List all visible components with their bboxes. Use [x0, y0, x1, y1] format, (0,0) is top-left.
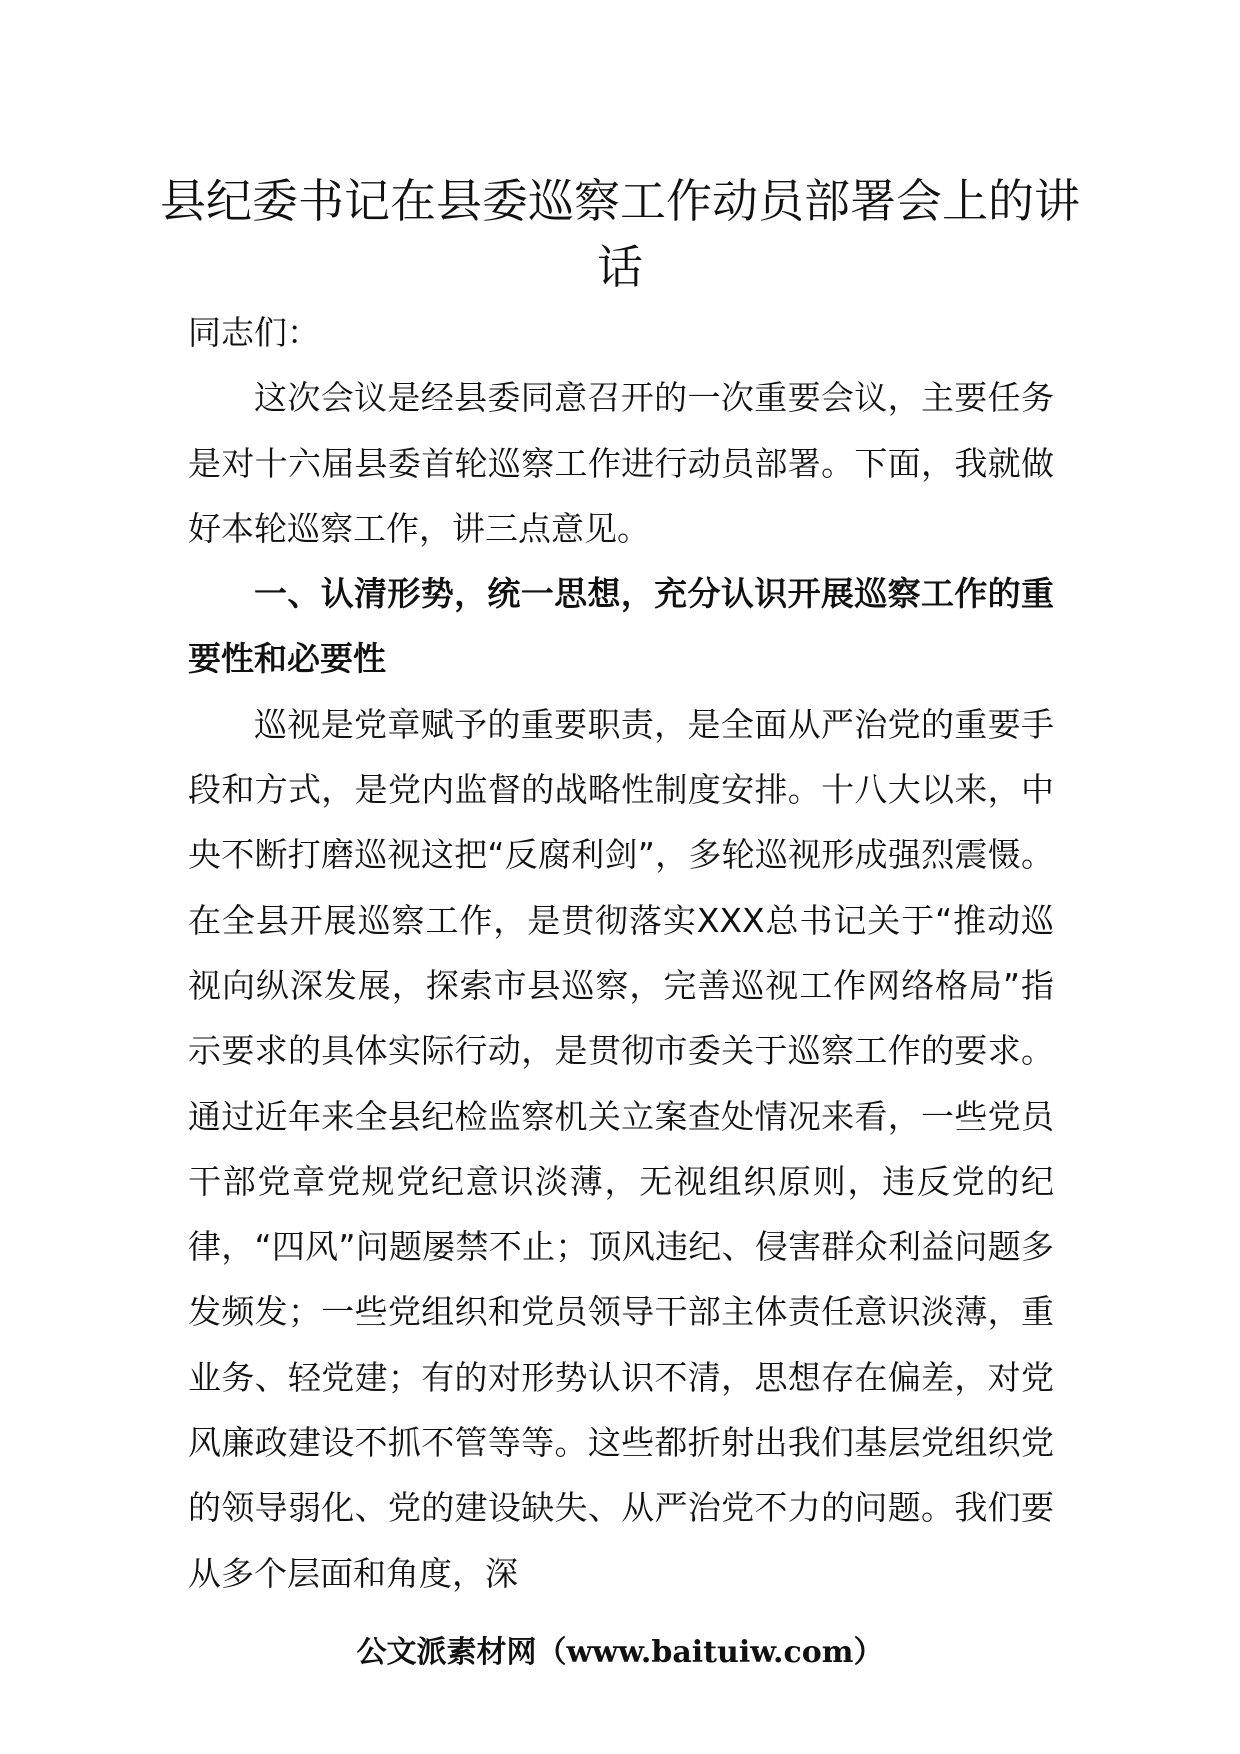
watermark-footer: 公文派素材网（www.baituiw.com）: [356, 1635, 884, 1670]
document-body: [188, 300, 1054, 1606]
paragraph-intro: 这次会议是经县委同意召开的一次重要会议，主要任务是对十六届县委首轮巡察工作进行动员部署。下面，我就做好本轮巡察工作，讲三点意见。: [188, 378, 1054, 548]
section-heading-1: 一、认清形势，统一思想，充分认识开展巡察工作的重要性和必要性: [188, 574, 1054, 679]
document-title: 县纪委书记在县委巡察工作动员部署会上的讲话: [160, 174, 1080, 294]
salutation: 同志们：: [188, 313, 320, 352]
paragraph-body: 巡视是党章赋予的重要职责，是全面从严治党的重要手段和方式，是党内监督的战略性制度安排。十八大以来，中央不断打磨巡视这把“反腐利剑”，多轮巡视形成强烈震慑。在全县开展巡察工作，是贯彻落实XXX总书记关于“推动巡视向纵深发展，探索市县巡察，完善巡视工作网络格局”指示要求的具体实际行动，是贯彻市委关于巡察工作的要求。通过近年来全县纪检监察机关立案查处情况来看，一些党员干部党章党规党纪意识淡薄，无视组织原则，违反党的纪律，“四风”问题屡禁不止；顶风违纪、侵害群众利益问题多发频发；一些党组织和党员领导干部主体责任意识淡薄，重业务、轻党建；有的对形势认识不清，思想存在偏差，对党风廉政建设不抓不管等等。这些都折射出我们基层党组织党的领导弱化、党的建设缺失、从严治党不力的问题。我们要从多个层面和角度，深: [188, 704, 1054, 1593]
